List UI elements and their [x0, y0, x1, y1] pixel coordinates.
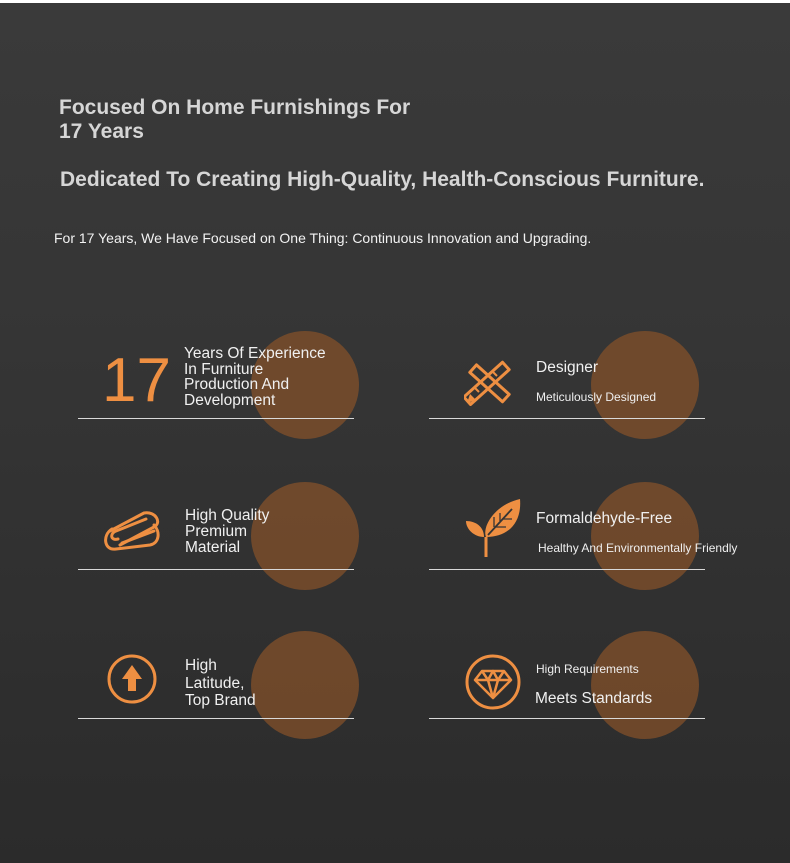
- formaldehyde-subtitle: Healthy And Environmentally Friendly: [538, 541, 738, 555]
- arrow-up-circle-icon: [106, 653, 158, 705]
- fabric-roll-icon: [100, 509, 162, 553]
- leaf-sprout-icon: [464, 497, 522, 559]
- experience-title: Years Of Experience In Furniture Production And Development: [184, 345, 326, 409]
- page: [0, 3, 790, 863]
- diamond-icon: [464, 653, 522, 711]
- brand-title: High Latitude, Top Brand: [185, 657, 256, 709]
- designer-subtitle: Meticulously Designed: [536, 390, 657, 404]
- page-title: Focused On Home Furnishings For 17 Years: [59, 96, 411, 143]
- years-number: 17: [102, 346, 171, 415]
- divider: [78, 718, 354, 719]
- intro-text: For 17 Years, We Have Focused on One Thing: Continuous Innovation and Upgrading.: [54, 230, 592, 246]
- designer-title: Designer: [536, 359, 599, 376]
- formaldehyde-title: Formaldehyde-Free: [536, 510, 673, 527]
- ruler-pencil-icon: [464, 358, 514, 406]
- divider: [429, 569, 705, 570]
- divider: [78, 418, 354, 419]
- standards-title: Meets Standards: [535, 690, 653, 707]
- divider: [429, 718, 705, 719]
- decorative-circle: [591, 631, 699, 739]
- material-title: High Quality Premium Material: [185, 507, 270, 556]
- divider: [429, 418, 705, 419]
- decorative-circle: [591, 331, 699, 439]
- decorative-circle: [251, 631, 359, 739]
- decorative-circle: [591, 482, 699, 590]
- page-subtitle: Dedicated To Creating High-Quality, Health-Conscious Furniture.: [60, 168, 705, 191]
- divider: [78, 569, 354, 570]
- standards-subtitle: High Requirements: [536, 662, 639, 676]
